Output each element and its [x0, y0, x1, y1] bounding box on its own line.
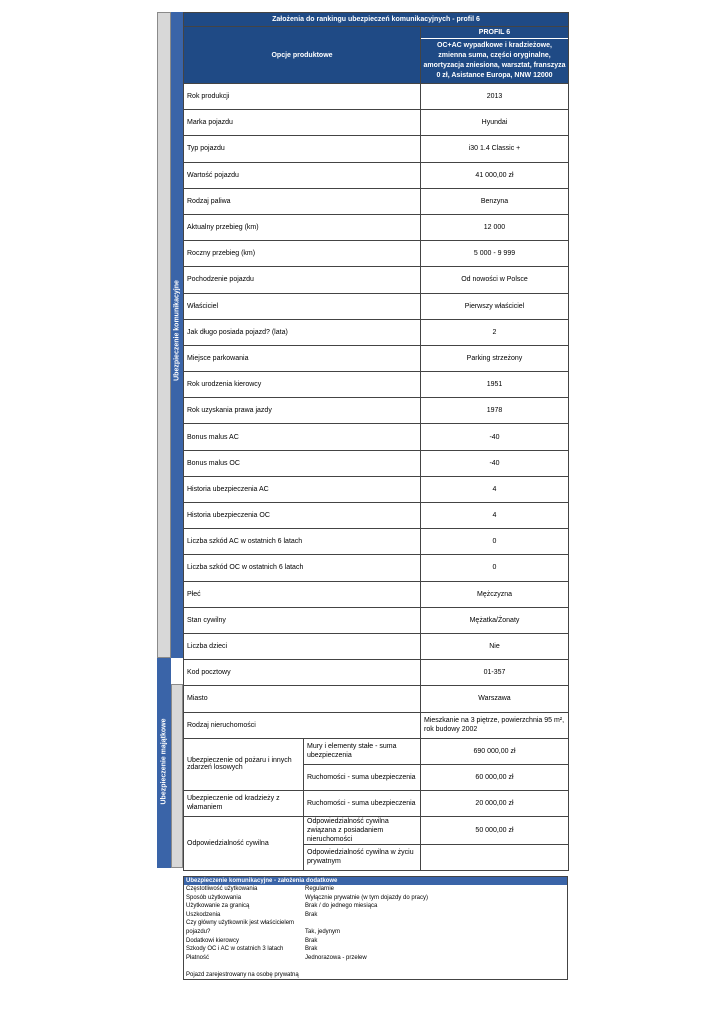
- row-label: Rok produkcji: [184, 84, 421, 110]
- row-value: -40: [421, 424, 569, 450]
- list-item: [184, 971, 567, 980]
- table-row: [184, 686, 569, 712]
- table-row: [184, 555, 569, 581]
- row-value: Pierwszy właściciel: [421, 293, 569, 319]
- left-grey-strip-bottom: [171, 684, 183, 868]
- row-label: Typ pojazdu: [184, 136, 421, 162]
- row-label: Rok urodzenia kierowcy: [184, 372, 421, 398]
- fire-walls-label: Mury i elementy stałe - suma ubezpieczenia: [304, 738, 421, 764]
- list-item: [184, 894, 567, 903]
- row-label: Stan cywilny: [184, 607, 421, 633]
- assumption-value: Brak: [305, 911, 318, 918]
- row-value: Benzyna: [421, 188, 569, 214]
- list-item: [184, 902, 567, 911]
- row-label: Historia ubezpieczenia AC: [184, 476, 421, 502]
- assumption-key: Sposób użytkowania: [186, 894, 242, 901]
- table-row: [184, 136, 569, 162]
- additional-assumptions-header: Ubezpieczenie komunikacyjne - założenia dodatkowe: [184, 877, 567, 885]
- property-section-bar: [157, 658, 171, 868]
- theft-movables-label: Ruchomości - suma ubezpieczenia: [304, 790, 421, 816]
- table-row: [184, 372, 569, 398]
- row-label: Rodzaj paliwa: [184, 188, 421, 214]
- list-item: [184, 885, 567, 894]
- row-label: Jak długo posiada pojazd? (lata): [184, 319, 421, 345]
- row-label: Bonus malus AC: [184, 424, 421, 450]
- row-label: Liczba szkód AC w ostatnich 6 latach: [184, 529, 421, 555]
- liability-property-label: Odpowiedzialność cywilna związana z posiadaniem nieruchomości: [304, 816, 421, 844]
- table-row: [184, 581, 569, 607]
- row-value: 01-357: [421, 660, 569, 686]
- table-row: [184, 398, 569, 424]
- assumption-value: Jednorazowa - przelew: [305, 954, 367, 961]
- liability-label: Odpowiedzialność cywilna: [184, 816, 304, 870]
- table-row: [184, 450, 569, 476]
- assumption-key: Szkody OC i AC w ostatnich 3 latach: [186, 946, 284, 953]
- vehicle-section-bar: [171, 12, 183, 658]
- table-row: [184, 293, 569, 319]
- fire-insurance-label: Ubezpieczenie od pożaru i innych zdarzeń losowych: [184, 738, 304, 790]
- list-item: [184, 962, 567, 971]
- table-row: [184, 84, 569, 110]
- assumption-key: Czy główny użytkownik jest właścicielem: [186, 920, 295, 927]
- row-value: 4: [421, 476, 569, 502]
- row-value: Parking strzeżony: [421, 345, 569, 371]
- assumption-key: Częstotliwość użytkowania: [186, 886, 258, 892]
- row-value: -40: [421, 450, 569, 476]
- property-type-value: Mieszkanie na 3 piętrze, powierzchnia 95 m², rok budowy 2002: [421, 712, 569, 738]
- row-value: Nie: [421, 633, 569, 659]
- row-label: Liczba dzieci: [184, 633, 421, 659]
- row-value: 0: [421, 555, 569, 581]
- row-label: Roczny przebieg (km): [184, 241, 421, 267]
- assumption-key: Uszkodzenia: [186, 911, 221, 918]
- fire-movables-label: Ruchomości - suma ubezpieczenia: [304, 764, 421, 790]
- table-row: [184, 319, 569, 345]
- assumption-key: Użytkowanie za granicą: [186, 903, 250, 910]
- row-value: Od nowości w Polsce: [421, 267, 569, 293]
- theft-insurance-label: Ubezpieczenie od kradzieży z włamaniem: [184, 790, 304, 816]
- table-row: [184, 660, 569, 686]
- assumption-value: Wyłącznie prywatnie (w tym dojazdy do pracy): [305, 894, 428, 901]
- row-value: Warszawa: [421, 686, 569, 712]
- row-value: 5 000 - 9 999: [421, 241, 569, 267]
- list-item: [184, 919, 567, 928]
- list-item: [184, 937, 567, 946]
- ranking-table: [183, 12, 569, 871]
- list-item: [184, 911, 567, 920]
- table-row: [184, 345, 569, 371]
- assumption-key: Płatność: [186, 954, 210, 961]
- table-row: [184, 188, 569, 214]
- assumption-value: Tak, jedynym: [305, 928, 341, 935]
- table-row: [184, 503, 569, 529]
- table-row: [184, 607, 569, 633]
- row-value: 0: [421, 529, 569, 555]
- assumption-key: Pojazd zarejestrowany na osobę prywatną: [186, 971, 299, 978]
- profile-name: PROFIL 6: [421, 27, 568, 39]
- row-value: 2: [421, 319, 569, 345]
- row-value: Hyundai: [421, 110, 569, 136]
- table-title: Założenia do rankingu ubezpieczeń komunikacyjnych - profil 6: [184, 13, 569, 27]
- table-row: [184, 162, 569, 188]
- assumption-value: Brak: [305, 946, 318, 953]
- row-label: Wartość pojazdu: [184, 162, 421, 188]
- table-row: [184, 267, 569, 293]
- row-label: Kod pocztowy: [184, 660, 421, 686]
- row-value: 41 000,00 zł: [421, 162, 569, 188]
- list-item: [184, 954, 567, 963]
- row-value: 1978: [421, 398, 569, 424]
- assumption-value: Brak: [305, 937, 318, 944]
- table-row: [184, 110, 569, 136]
- row-value: Mężczyzna: [421, 581, 569, 607]
- additional-assumptions-list: [184, 885, 567, 980]
- list-item: [184, 928, 567, 937]
- fire-walls-value: 690 000,00 zł: [421, 738, 569, 764]
- property-section-label: Ubezpieczenie majątkowe: [160, 718, 168, 805]
- fire-movables-value: 60 000,00 zł: [421, 764, 569, 790]
- row-label: Miejsce parkowania: [184, 345, 421, 371]
- row-label: Marka pojazdu: [184, 110, 421, 136]
- assumption-key: Dodatkowi kierowcy: [186, 937, 240, 944]
- list-item: [184, 945, 567, 954]
- table-row: [184, 241, 569, 267]
- row-label: Pochodzenie pojazdu: [184, 267, 421, 293]
- row-label: Miasto: [184, 686, 421, 712]
- table-row: [184, 476, 569, 502]
- options-header: Opcje produktowe: [184, 27, 421, 84]
- assumption-key: pojazdu?: [186, 928, 211, 935]
- row-value: 12 000: [421, 214, 569, 240]
- profile-header: [421, 27, 569, 84]
- parameter-rows: [184, 84, 569, 713]
- liability-value: 50 000,00 zł: [421, 816, 569, 844]
- row-label: Rok uzyskania prawa jazdy: [184, 398, 421, 424]
- row-value: 2013: [421, 84, 569, 110]
- profile-description: OC+AC wypadkowe i kradzieżowe, zmienna suma, części oryginalne, amortyzacja zniesiona, warsztat, franszyza 0 zł, Asistance Europa, NNW 12000: [423, 42, 566, 79]
- additional-assumptions-box: [183, 876, 568, 980]
- row-value: Mężatka/Żonaty: [421, 607, 569, 633]
- table-row: [184, 633, 569, 659]
- row-value: 4: [421, 503, 569, 529]
- vehicle-section-label: Ubezpieczenie komunikacyjne: [173, 280, 181, 381]
- row-label: Płeć: [184, 581, 421, 607]
- liability-private-value: [421, 844, 569, 870]
- assumption-value: Brak / do jednego miesiąca: [305, 903, 378, 910]
- row-label: Aktualny przebieg (km): [184, 214, 421, 240]
- table-row: [184, 214, 569, 240]
- row-label: Liczba szkód OC w ostatnich 6 latach: [184, 555, 421, 581]
- liability-private-label: Odpowiedzialność cywilna w życiu prywatnym: [304, 844, 421, 870]
- left-grey-strip-top: [157, 12, 171, 658]
- row-value: i30 1.4 Classic +: [421, 136, 569, 162]
- property-type-label: Rodzaj nieruchomości: [184, 712, 421, 738]
- row-value: 1951: [421, 372, 569, 398]
- theft-movables-value: 20 000,00 zł: [421, 790, 569, 816]
- table-row: [184, 529, 569, 555]
- row-label: Bonus malus OC: [184, 450, 421, 476]
- assumption-value: Regularnie: [305, 886, 335, 892]
- row-label: Historia ubezpieczenia OC: [184, 503, 421, 529]
- row-label: Właściciel: [184, 293, 421, 319]
- table-row: [184, 424, 569, 450]
